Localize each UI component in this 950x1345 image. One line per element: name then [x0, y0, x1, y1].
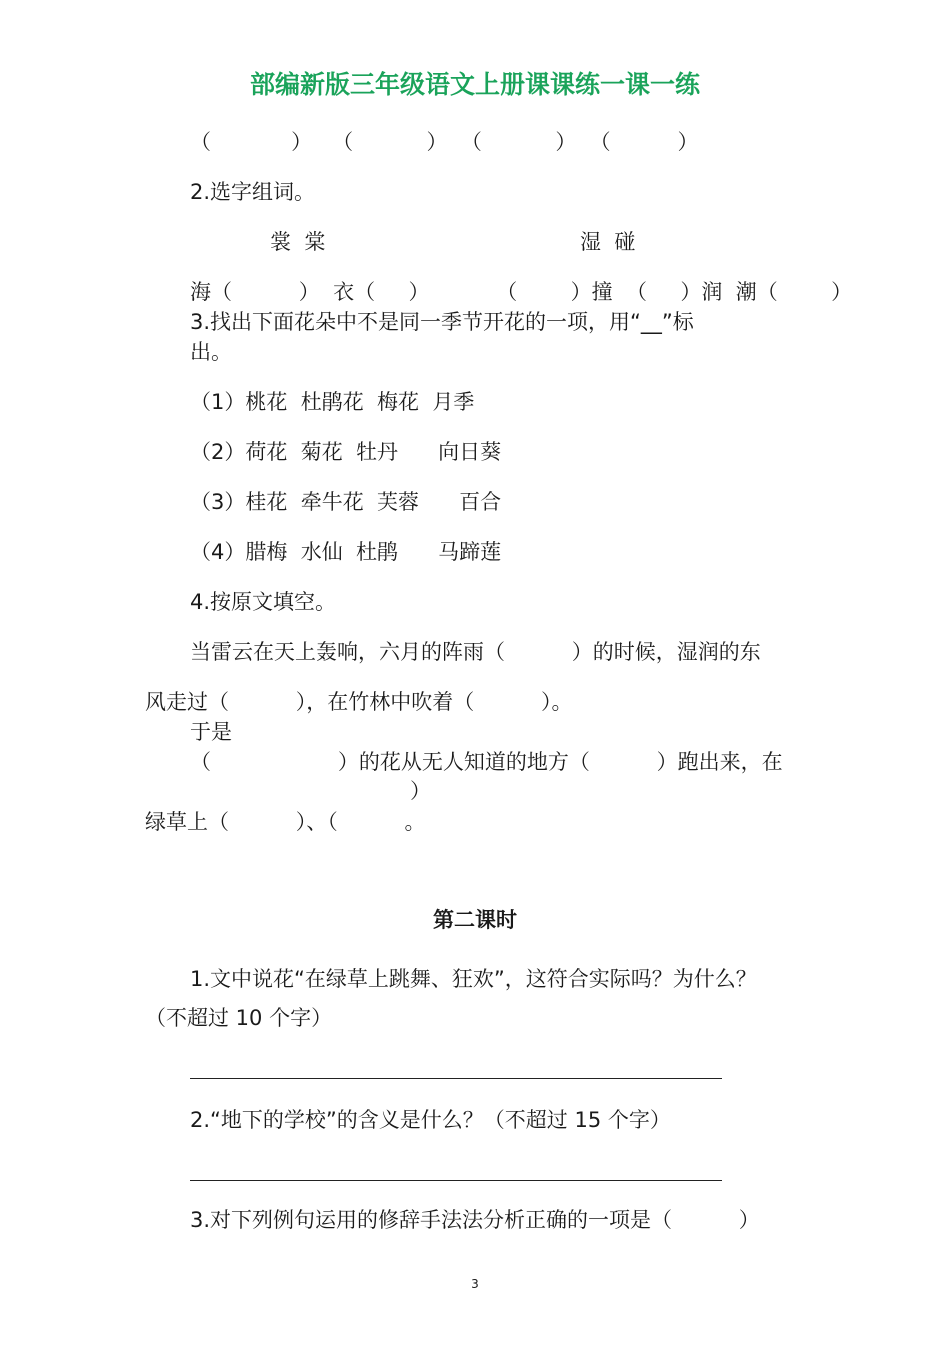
q4-heading: 4.按原文填空。	[190, 590, 337, 614]
flower-item-3: （3）桂花 牵牛花 芙蓉 百合	[190, 490, 502, 514]
fill-line-4-bracket: ）	[410, 779, 431, 803]
flower-item-2: （2）荷花 菊花 牡丹 向日葵	[190, 440, 502, 464]
q1-line2: （不超过 10 个字）	[145, 1006, 333, 1030]
flower-item-1: （1）桃花 杜鹃花 梅花 月季	[190, 390, 475, 414]
flower-item-4: （4）腊梅 水仙 杜鹃 马蹄莲	[190, 540, 502, 564]
page-number: 3	[471, 1277, 479, 1291]
fill-line-3: 于是	[190, 720, 232, 744]
q2-heading: 2.选字组词。	[190, 180, 316, 204]
q2-text: 2.“地下的学校”的含义是什么？（不超过 15 个字）	[190, 1108, 671, 1132]
answer-line-2[interactable]	[190, 1180, 722, 1181]
char-pair-2: 湿 碰	[580, 230, 636, 254]
q3-heading-line2: 出。	[190, 340, 232, 364]
answer-line-1[interactable]	[190, 1078, 722, 1079]
fill-line-5: 绿草上（ ）、（ 。	[145, 810, 426, 834]
section-title: 第二课时	[433, 908, 517, 932]
fill-line-4: （ ）的花从无人知道的地方（ ）跑出来，在	[190, 750, 783, 774]
char-pair-1: 裳 棠	[270, 230, 326, 254]
fill-line-1: 当雷云在天上轰响，六月的阵雨（ ）的时候，湿润的东	[190, 640, 761, 664]
q3-text: 3.对下列例句运用的修辞手法法分析正确的一项是（ ）	[190, 1208, 760, 1232]
fill-line-2: 风走过（ ），在竹林中吹着（ ）。	[145, 690, 573, 714]
q1-line1: 1.文中说花“在绿草上跳舞、狂欢”，这符合实际吗？为什么？	[190, 967, 757, 991]
page-title: 部编新版三年级语文上册课课练一课一练	[249, 70, 700, 99]
q3-heading-line1: 3.找出下面花朵中不是同一季节开花的一项，用“__”标	[190, 310, 694, 334]
word-blanks: 海（ ） 衣（ ） （ ）撞 （ ）润 潮（ ）	[190, 280, 853, 304]
blanks-row: （ ） （ ） （ ） （ ）	[190, 130, 699, 154]
